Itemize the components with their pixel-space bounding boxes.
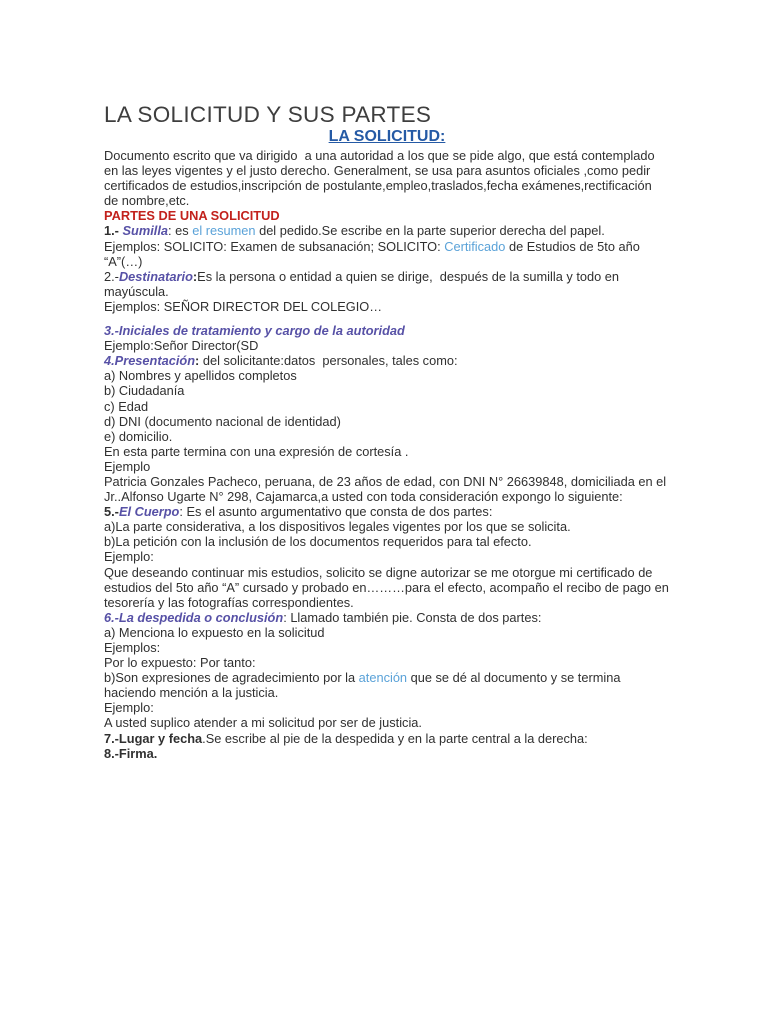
text-run: que se dé al documento y se termina — [407, 670, 621, 686]
text-run: mayúscula. — [104, 283, 169, 299]
text-line — [104, 655, 670, 670]
text-line — [104, 565, 670, 580]
text-run: b)La petición con la inclusión de los documentos requeridos para tal efecto. — [104, 534, 532, 550]
text-run: atención — [358, 670, 408, 686]
text-run: “A”(…) — [104, 253, 143, 269]
text-run: : Llamado también pie. Consta de dos partes: — [283, 609, 542, 625]
text-run: estudios del 5to año “A” cursado y probado en………para el efecto, acompaño el recibo de pago en — [104, 579, 669, 595]
document-body — [104, 148, 670, 761]
text-run: Ejemplo — [104, 458, 151, 474]
text-run: Ejemplos: SEÑOR DIRECTOR DEL COLEGIO… — [104, 298, 383, 314]
text-run: Sumilla — [122, 223, 169, 239]
text-line — [104, 504, 670, 519]
document-subtitle: LA SOLICITUD: — [328, 128, 446, 145]
text-run: PARTES DE UNA SOLICITUD — [104, 208, 280, 224]
text-run: : Es el asunto argumentativo que consta de dos partes: — [179, 504, 493, 520]
text-run: : — [195, 353, 200, 369]
text-run: de Estudios de 5to año — [505, 238, 640, 254]
document-title: LA SOLICITUD Y SUS PARTES — [104, 102, 432, 127]
text-line — [104, 414, 670, 429]
text-run: a) Nombres y apellidos completos — [104, 368, 297, 384]
text-run: 2.- — [104, 268, 119, 284]
text-run: certificados de estudios,inscripción de postulante,empleo,traslados,fecha exámenes,rectificación — [104, 178, 652, 194]
text-line — [104, 625, 670, 640]
text-run: del pedido.Se escribe en la parte superior derecha del papel. — [255, 223, 605, 239]
text-line — [104, 474, 670, 489]
text-line — [104, 685, 670, 700]
text-line — [104, 178, 670, 193]
text-run: e) domicilio. — [104, 428, 173, 444]
text-line — [104, 368, 670, 383]
text-run: del solicitante:datos personales, tales como: — [199, 353, 458, 369]
text-run: tesorería y las fotografías correspondientes. — [104, 594, 354, 610]
text-run: d) DNI (documento nacional de identidad) — [104, 413, 341, 429]
text-run: 8.-Firma. — [104, 745, 158, 761]
text-run: 6.-La despedida o conclusión — [104, 609, 284, 625]
text-line — [104, 731, 670, 746]
text-run: c) Edad — [104, 398, 149, 414]
text-run: En esta parte termina con una expresión de cortesía . — [104, 443, 409, 459]
text-line — [104, 399, 670, 414]
text-run: en las leyes vigentes y el justo derecho. Generalment, se usa para asuntos oficiales ,como pedir — [104, 163, 651, 179]
text-line — [104, 429, 670, 444]
text-line — [104, 746, 670, 761]
text-run: Ejemplo: — [104, 700, 154, 716]
text-run: Ejemplo:Señor Director(SD — [104, 338, 259, 354]
text-line — [104, 254, 670, 269]
text-run: de nombre,etc. — [104, 193, 190, 209]
text-line — [104, 148, 670, 163]
text-line — [104, 208, 670, 223]
text-run: Jr..Alfonso Ugarte N° 298, Cajamarca,a usted con toda consideración expongo lo siguiente: — [104, 489, 623, 505]
text-line — [104, 595, 670, 610]
text-line — [104, 323, 670, 338]
text-line — [104, 640, 670, 655]
text-line — [104, 444, 670, 459]
text-line — [104, 534, 670, 549]
text-run: : — [192, 268, 198, 284]
text-run: haciendo mención a la justicia. — [104, 685, 279, 701]
text-line — [104, 459, 670, 474]
text-line — [104, 284, 670, 299]
text-run: .Se escribe al pie de la despedida y en la parte central a la derecha: — [202, 730, 588, 746]
text-run: El Cuerpo — [118, 504, 180, 520]
text-run: Destinatario — [118, 268, 193, 284]
text-run: 4.Presentación — [104, 353, 196, 369]
text-run: Es la persona o entidad a quien se dirige, después de la sumilla y todo en — [197, 268, 620, 284]
text-run: Certificado — [444, 238, 506, 254]
text-line — [104, 715, 670, 730]
text-run: Por lo expuesto: Por tanto: — [104, 655, 256, 671]
text-run: 7.-Lugar y fecha — [104, 730, 203, 746]
text-line — [104, 338, 670, 353]
text-run: b) Ciudadanía — [104, 383, 185, 399]
text-run: el resumen — [192, 223, 256, 239]
text-run: A usted suplico atender a mi solicitud por ser de justicia. — [104, 715, 422, 731]
text-run: b)Son expresiones de agradecimiento por la — [104, 670, 359, 686]
text-run: Ejemplo: — [104, 549, 154, 565]
text-line — [104, 610, 670, 625]
text-line — [104, 193, 670, 208]
text-line — [104, 580, 670, 595]
text-line — [104, 223, 670, 238]
text-run: 1.- — [104, 223, 123, 239]
text-run: a) Menciona lo expuesto en la solicitud — [104, 624, 325, 640]
text-line — [104, 163, 670, 178]
text-run: Ejemplos: — [104, 640, 161, 655]
text-run: 5.- — [104, 504, 119, 520]
text-run: a)La parte considerativa, a los dispositivos legales vigentes por los que se solicita. — [104, 519, 571, 535]
text-line — [104, 489, 670, 504]
text-line — [104, 700, 670, 715]
text-run: Que deseando continuar mis estudios, solicito se digne autorizar se me otorgue mi certificado de — [104, 564, 653, 580]
text-line — [104, 383, 670, 398]
text-line — [104, 549, 670, 564]
text-run: Documento escrito que va dirigido a una autoridad a los que se pide algo, que está contemplado — [104, 148, 655, 163]
text-run: Patricia Gonzales Pacheco, peruana, de 23 años de edad, con DNI N° 26639848, domiciliada en el — [104, 473, 667, 489]
text-run: Ejemplos: SOLICITO: Examen de subsanación; SOLICITO: — [104, 238, 445, 254]
text-line — [104, 299, 670, 314]
document-content — [104, 103, 670, 761]
text-line — [104, 670, 670, 685]
text-line — [104, 239, 670, 254]
text-line — [104, 269, 670, 284]
text-line — [104, 519, 670, 534]
text-line — [104, 353, 670, 368]
blank-line — [104, 314, 670, 323]
text-run: : es — [168, 223, 193, 239]
text-run: 3.-Iniciales de tratamiento y cargo de la autoridad — [104, 323, 405, 339]
